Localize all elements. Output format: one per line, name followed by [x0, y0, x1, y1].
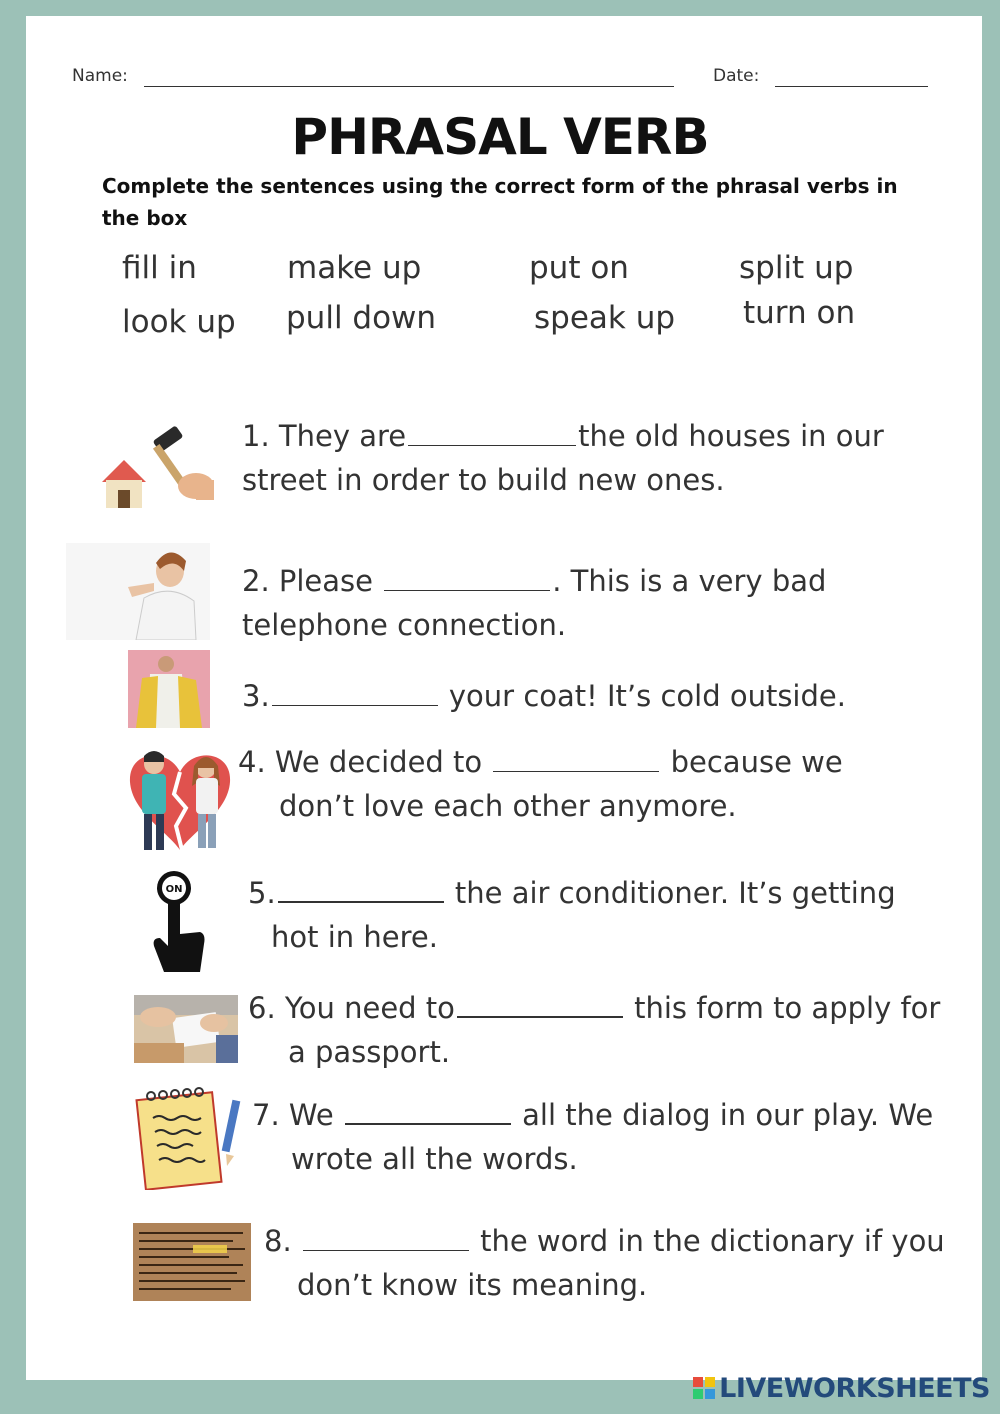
word-look-up: look up [122, 304, 236, 340]
sentence-8-end: the word in the dictionary if you [470, 1224, 945, 1258]
sentence-6-line2: a passport. [288, 1035, 451, 1069]
dictionary-page-image [133, 1223, 251, 1301]
answer-blank-5[interactable] [278, 871, 444, 903]
instructions: Complete the sentences using the correct form of the phrasal verbs in the box [102, 174, 898, 230]
liveworksheets-icon [693, 1375, 715, 1397]
sentence-7-line2: wrote all the words. [291, 1142, 578, 1176]
svg-text:ON: ON [165, 884, 183, 895]
sentence-1-line2: street in order to build new ones. [242, 463, 725, 497]
sentence-3 [242, 674, 846, 718]
answer-blank-1[interactable] [408, 415, 576, 446]
liveworksheets-logo[interactable] [693, 1373, 990, 1404]
sentence-5-start: 5. [248, 876, 276, 910]
sentence-6-start: 6. You need to [248, 991, 455, 1025]
sentence-6-end: this form to apply for [624, 991, 941, 1025]
sentence-8 [264, 1219, 945, 1307]
sentence-7-end: all the dialog in our play. We [512, 1098, 934, 1132]
sentence-5-line2: hot in here. [271, 920, 438, 954]
answer-blank-2[interactable] [384, 560, 550, 591]
brand-name: LIVEWORKSHEETS [719, 1373, 990, 1404]
word-pull-down: pull down [286, 300, 437, 336]
sentence-4 [238, 740, 843, 828]
sentence-8-line2: don’t know its meaning. [297, 1268, 648, 1302]
sentence-1-start: 1. They are [242, 419, 407, 453]
name-field[interactable] [144, 86, 674, 87]
sentence-3-end: your coat! It’s cold outside. [439, 679, 846, 713]
house-and-hammer-image [84, 420, 214, 520]
date-field[interactable] [775, 86, 928, 87]
sentence-2 [242, 559, 826, 647]
sentence-2-start: 2. Please [242, 564, 383, 598]
sentence-2-end: . This is a very bad [552, 564, 827, 598]
sentence-3-start: 3. [242, 679, 270, 713]
sentence-5 [248, 871, 896, 959]
sentence-6 [248, 986, 940, 1074]
answer-blank-8[interactable] [303, 1220, 469, 1251]
notepad-pencil-image [135, 1086, 245, 1190]
filling-form-image [134, 995, 238, 1063]
sentence-4-end: because we [661, 745, 843, 779]
date-label: Date: [713, 66, 760, 86]
sentence-1-end: the old houses in our [578, 419, 884, 453]
word-put-on: put on [529, 250, 629, 286]
sentence-7 [252, 1093, 933, 1181]
sentence-5-end: the air conditioner. It’s getting [445, 876, 896, 910]
sentence-8-start: 8. [264, 1224, 301, 1258]
answer-blank-7[interactable] [345, 1093, 511, 1125]
word-fill-in: fill in [122, 250, 197, 286]
on-button-hand-image [150, 868, 210, 974]
answer-blank-3[interactable] [272, 675, 438, 706]
shouting-woman-image [66, 543, 210, 640]
answer-blank-6[interactable] [457, 986, 623, 1018]
sentence-1 [242, 414, 884, 502]
sentence-7-start: 7. We [252, 1098, 343, 1132]
name-label: Name: [72, 66, 128, 86]
page-title: PHRASAL VERB [291, 108, 709, 166]
word-speak-up: speak up [534, 300, 676, 336]
sentence-4-start: 4. We decided to [238, 745, 492, 779]
sentence-2-line2: telephone connection. [242, 608, 567, 642]
word-split-up: split up [739, 250, 854, 286]
word-make-up: make up [287, 250, 422, 286]
answer-blank-4[interactable] [493, 741, 659, 772]
broken-heart-couple-image [128, 742, 232, 852]
man-putting-on-coat-image [128, 650, 210, 728]
word-turn-on: turn on [743, 295, 856, 331]
sentence-4-line2: don’t love each other anymore. [279, 789, 737, 823]
